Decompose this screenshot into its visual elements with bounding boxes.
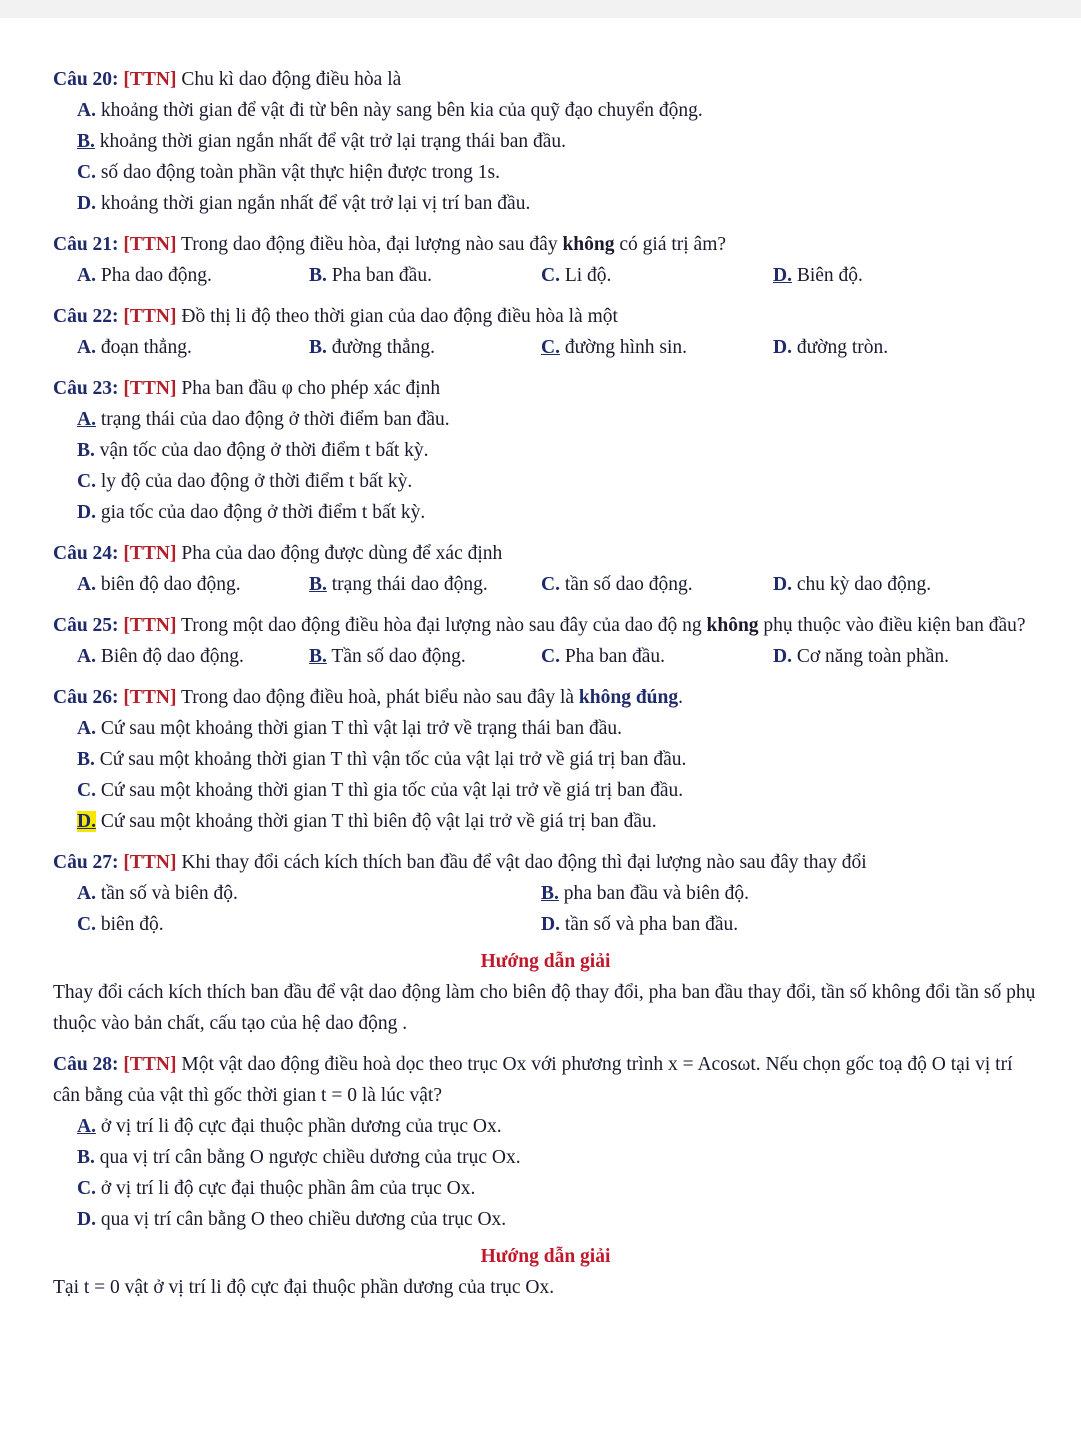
option-text: tần số dao động. [564, 574, 693, 595]
question-text: Trong dao động điều hoà, phát biểu nào sau đây là [181, 687, 575, 708]
option-text: khoảng thời gian ngắn nhất để vật trở lại trạng thái ban đầu. [99, 131, 567, 152]
option-c [77, 466, 1038, 497]
question-number: Câu 24: [53, 543, 119, 564]
option-c [541, 641, 773, 672]
question-22 [53, 301, 1038, 332]
option-b [77, 744, 1038, 775]
option-text: trạng thái dao động. [331, 574, 488, 595]
option-text: đoạn thẳng. [100, 337, 192, 358]
option-c [77, 1173, 1038, 1204]
option-b [309, 569, 541, 600]
option-d [773, 641, 1005, 672]
option-d [773, 332, 1005, 363]
option-d [77, 188, 1038, 219]
option-text: số dao động toàn phần vật thực hiện được trong 1s. [100, 162, 501, 183]
question-text: Pha của dao động được dùng để xác định [181, 543, 503, 564]
option-letter: A. [77, 883, 96, 904]
option-text: đường hình sin. [564, 337, 688, 358]
option-letter: B. [309, 337, 327, 358]
option-a [77, 404, 1038, 435]
option-text: tần số và biên độ. [100, 883, 238, 904]
option-text: pha ban đầu và biên độ. [563, 883, 749, 904]
question-number: Câu 20: [53, 69, 119, 90]
option-b [77, 126, 1038, 157]
question-25 [53, 610, 1038, 641]
option-letter: B. [77, 440, 95, 461]
option-text: khoảng thời gian ngắn nhất để vật trở lại vị trí ban đầu. [100, 193, 531, 214]
option-letter: C. [77, 914, 96, 935]
option-text: Li độ. [564, 265, 612, 286]
option-letter: D. [77, 193, 96, 214]
option-c [77, 157, 1038, 188]
question-keyword: không đúng [578, 687, 679, 708]
options-row [77, 332, 1038, 363]
question-text: Pha ban đầu φ cho phép xác định [181, 378, 441, 399]
question-text: Chu kì dao động điều hòa là [181, 69, 402, 90]
question-keyword: không [706, 615, 759, 636]
option-d [77, 1204, 1038, 1235]
question-tag: [TTN] [123, 852, 177, 873]
option-letter: B. [309, 646, 327, 667]
option-c [541, 260, 773, 291]
options-row [77, 909, 1038, 940]
option-c [541, 332, 773, 363]
top-band [0, 0, 1081, 18]
question-tag: [TTN] [123, 306, 177, 327]
guide-title: Hướng dẫn giải [480, 1246, 611, 1267]
question-27 [53, 847, 1038, 878]
option-letter: A. [77, 337, 96, 358]
option-letter: B. [541, 883, 559, 904]
question-tag: [TTN] [123, 1054, 177, 1075]
question-number: Câu 28: [53, 1054, 119, 1075]
option-letter: B. [309, 574, 327, 595]
option-letter: C. [541, 646, 560, 667]
option-text: trạng thái của dao động ở thời điểm ban đầu. [100, 409, 450, 430]
option-letter: D. [541, 914, 560, 935]
guide-text: Thay đổi cách kích thích ban đầu để vật dao động làm cho biên độ thay đổi, pha ban đầu thay đổi, tần số không đổi tần số phụ thuộc vào bản chất, cấu tạo của hệ dao động . [53, 982, 1036, 1034]
question-26 [53, 682, 1038, 713]
question-number: Câu 21: [53, 234, 119, 255]
question-tag: [TTN] [123, 615, 177, 636]
option-b [309, 260, 541, 291]
question-text: Một vật dao động điều hoà dọc theo trục Ox với phương trình x = Acosωt. Nếu chọn gốc toạ độ O tại vị trí cân bằng của vật thì gốc thời gian t = 0 là lúc vật? [53, 1054, 1013, 1106]
option-b [77, 435, 1038, 466]
option-d [773, 260, 1005, 291]
option-a [77, 95, 1038, 126]
option-a [77, 1111, 1038, 1142]
option-a [77, 332, 309, 363]
option-letter: C. [77, 162, 96, 183]
option-c [77, 909, 541, 940]
option-d [541, 909, 1005, 940]
question-text: Trong một dao động điều hòa đại lượng nào sau đây của dao độ ng [181, 615, 702, 636]
option-text: Biên độ. [796, 265, 863, 286]
guide-title: Hướng dẫn giải [480, 951, 611, 972]
option-text: Biên độ dao động. [100, 646, 244, 667]
option-letter: C. [77, 471, 96, 492]
option-letter: D. [773, 337, 792, 358]
option-text: qua vị trí cân bằng O theo chiều dương của trục Ox. [100, 1209, 507, 1230]
option-d [773, 569, 1005, 600]
option-a [77, 260, 309, 291]
option-text: qua vị trí cân bằng O ngược chiều dương của trục Ox. [99, 1147, 521, 1168]
option-letter: B. [77, 749, 95, 770]
option-text: gia tốc của dao động ở thời điểm t bất kỳ. [100, 502, 426, 523]
options-row [77, 260, 1038, 291]
question-28 [53, 1049, 1038, 1111]
document-page [53, 64, 1038, 1303]
option-letter: D. [773, 265, 792, 286]
option-letter: B. [309, 265, 327, 286]
option-letter: D. [77, 811, 96, 832]
option-letter: A. [77, 574, 96, 595]
option-letter: A. [77, 100, 96, 121]
option-letter: B. [77, 131, 95, 152]
option-text: chu kỳ dao động. [796, 574, 932, 595]
option-text: Pha ban đầu. [331, 265, 432, 286]
option-letter: A. [77, 718, 96, 739]
option-text: Tần số dao động. [331, 646, 466, 667]
option-text: ly độ của dao động ở thời điểm t bất kỳ. [100, 471, 413, 492]
option-b [309, 332, 541, 363]
option-d [77, 806, 1038, 837]
option-text: Cơ năng toàn phần. [796, 646, 950, 667]
question-text-end: . [678, 687, 683, 708]
guide-text: Tại t = 0 vật ở vị trí li độ cực đại thuộc phần dương của trục Ox. [53, 1277, 555, 1298]
question-text-end: phụ thuộc vào điều kiện ban đầu? [763, 615, 1026, 636]
option-text: Cứ sau một khoảng thời gian T thì biên độ vật lại trở về giá trị ban đầu. [100, 811, 657, 832]
options-row [77, 878, 1038, 909]
question-23 [53, 373, 1038, 404]
option-letter: A. [77, 1116, 96, 1137]
option-letter: C. [541, 337, 560, 358]
option-letter: A. [77, 646, 96, 667]
option-b [309, 641, 541, 672]
question-number: Câu 25: [53, 615, 119, 636]
option-letter: D. [773, 646, 792, 667]
question-number: Câu 23: [53, 378, 119, 399]
option-a [77, 569, 309, 600]
question-number: Câu 27: [53, 852, 119, 873]
option-text: đường tròn. [796, 337, 889, 358]
option-letter: A. [77, 409, 96, 430]
question-text: Đồ thị li độ theo thời gian của dao động điều hòa là một [181, 306, 618, 327]
option-text: tần số và pha ban đầu. [564, 914, 739, 935]
option-text: vận tốc của dao động ở thời điểm t bất kỳ. [99, 440, 429, 461]
option-text: đường thẳng. [331, 337, 435, 358]
question-text: Khi thay đổi cách kích thích ban đầu để vật dao động thì đại lượng nào sau đây thay đổi [181, 852, 867, 873]
question-number: Câu 26: [53, 687, 119, 708]
question-tag: [TTN] [123, 378, 177, 399]
option-letter: D. [77, 1209, 96, 1230]
option-text: biên độ dao động. [100, 574, 241, 595]
option-a [77, 641, 309, 672]
option-text: Pha dao động. [100, 265, 212, 286]
question-21 [53, 229, 1038, 260]
option-letter: C. [77, 1178, 96, 1199]
option-b [77, 1142, 1038, 1173]
option-letter: D. [773, 574, 792, 595]
question-text-end: có giá trị âm? [619, 234, 727, 255]
question-24 [53, 538, 1038, 569]
question-tag: [TTN] [123, 687, 177, 708]
option-letter: C. [541, 574, 560, 595]
option-text: Cứ sau một khoảng thời gian T thì gia tốc của vật lại trở về giá trị ban đầu. [100, 780, 684, 801]
option-c [541, 569, 773, 600]
option-c [77, 775, 1038, 806]
options-row [77, 569, 1038, 600]
option-letter: C. [77, 780, 96, 801]
option-a [77, 878, 541, 909]
option-text: khoảng thời gian để vật đi từ bên này sang bên kia của quỹ đạo chuyển động. [100, 100, 703, 121]
question-text: Trong dao động điều hòa, đại lượng nào sau đây [181, 234, 558, 255]
option-d [77, 497, 1038, 528]
option-text: Pha ban đầu. [564, 646, 666, 667]
options-row [77, 641, 1038, 672]
option-text: biên độ. [100, 914, 164, 935]
option-b [541, 878, 1005, 909]
option-text: ở vị trí li độ cực đại thuộc phần âm của trục Ox. [100, 1178, 476, 1199]
option-text: Cứ sau một khoảng thời gian T thì vận tốc của vật lại trở về giá trị ban đầu. [99, 749, 687, 770]
question-tag: [TTN] [123, 69, 177, 90]
question-keyword: không [562, 234, 615, 255]
option-text: Cứ sau một khoảng thời gian T thì vật lại trở về trạng thái ban đầu. [100, 718, 622, 739]
option-letter: A. [77, 265, 96, 286]
option-a [77, 713, 1038, 744]
question-number: Câu 22: [53, 306, 119, 327]
question-tag: [TTN] [123, 234, 177, 255]
option-letter: C. [541, 265, 560, 286]
question-20 [53, 64, 1038, 95]
question-tag: [TTN] [123, 543, 177, 564]
option-letter: B. [77, 1147, 95, 1168]
option-letter: D. [77, 502, 96, 523]
option-text: ở vị trí li độ cực đại thuộc phần dương của trục Ox. [100, 1116, 502, 1137]
